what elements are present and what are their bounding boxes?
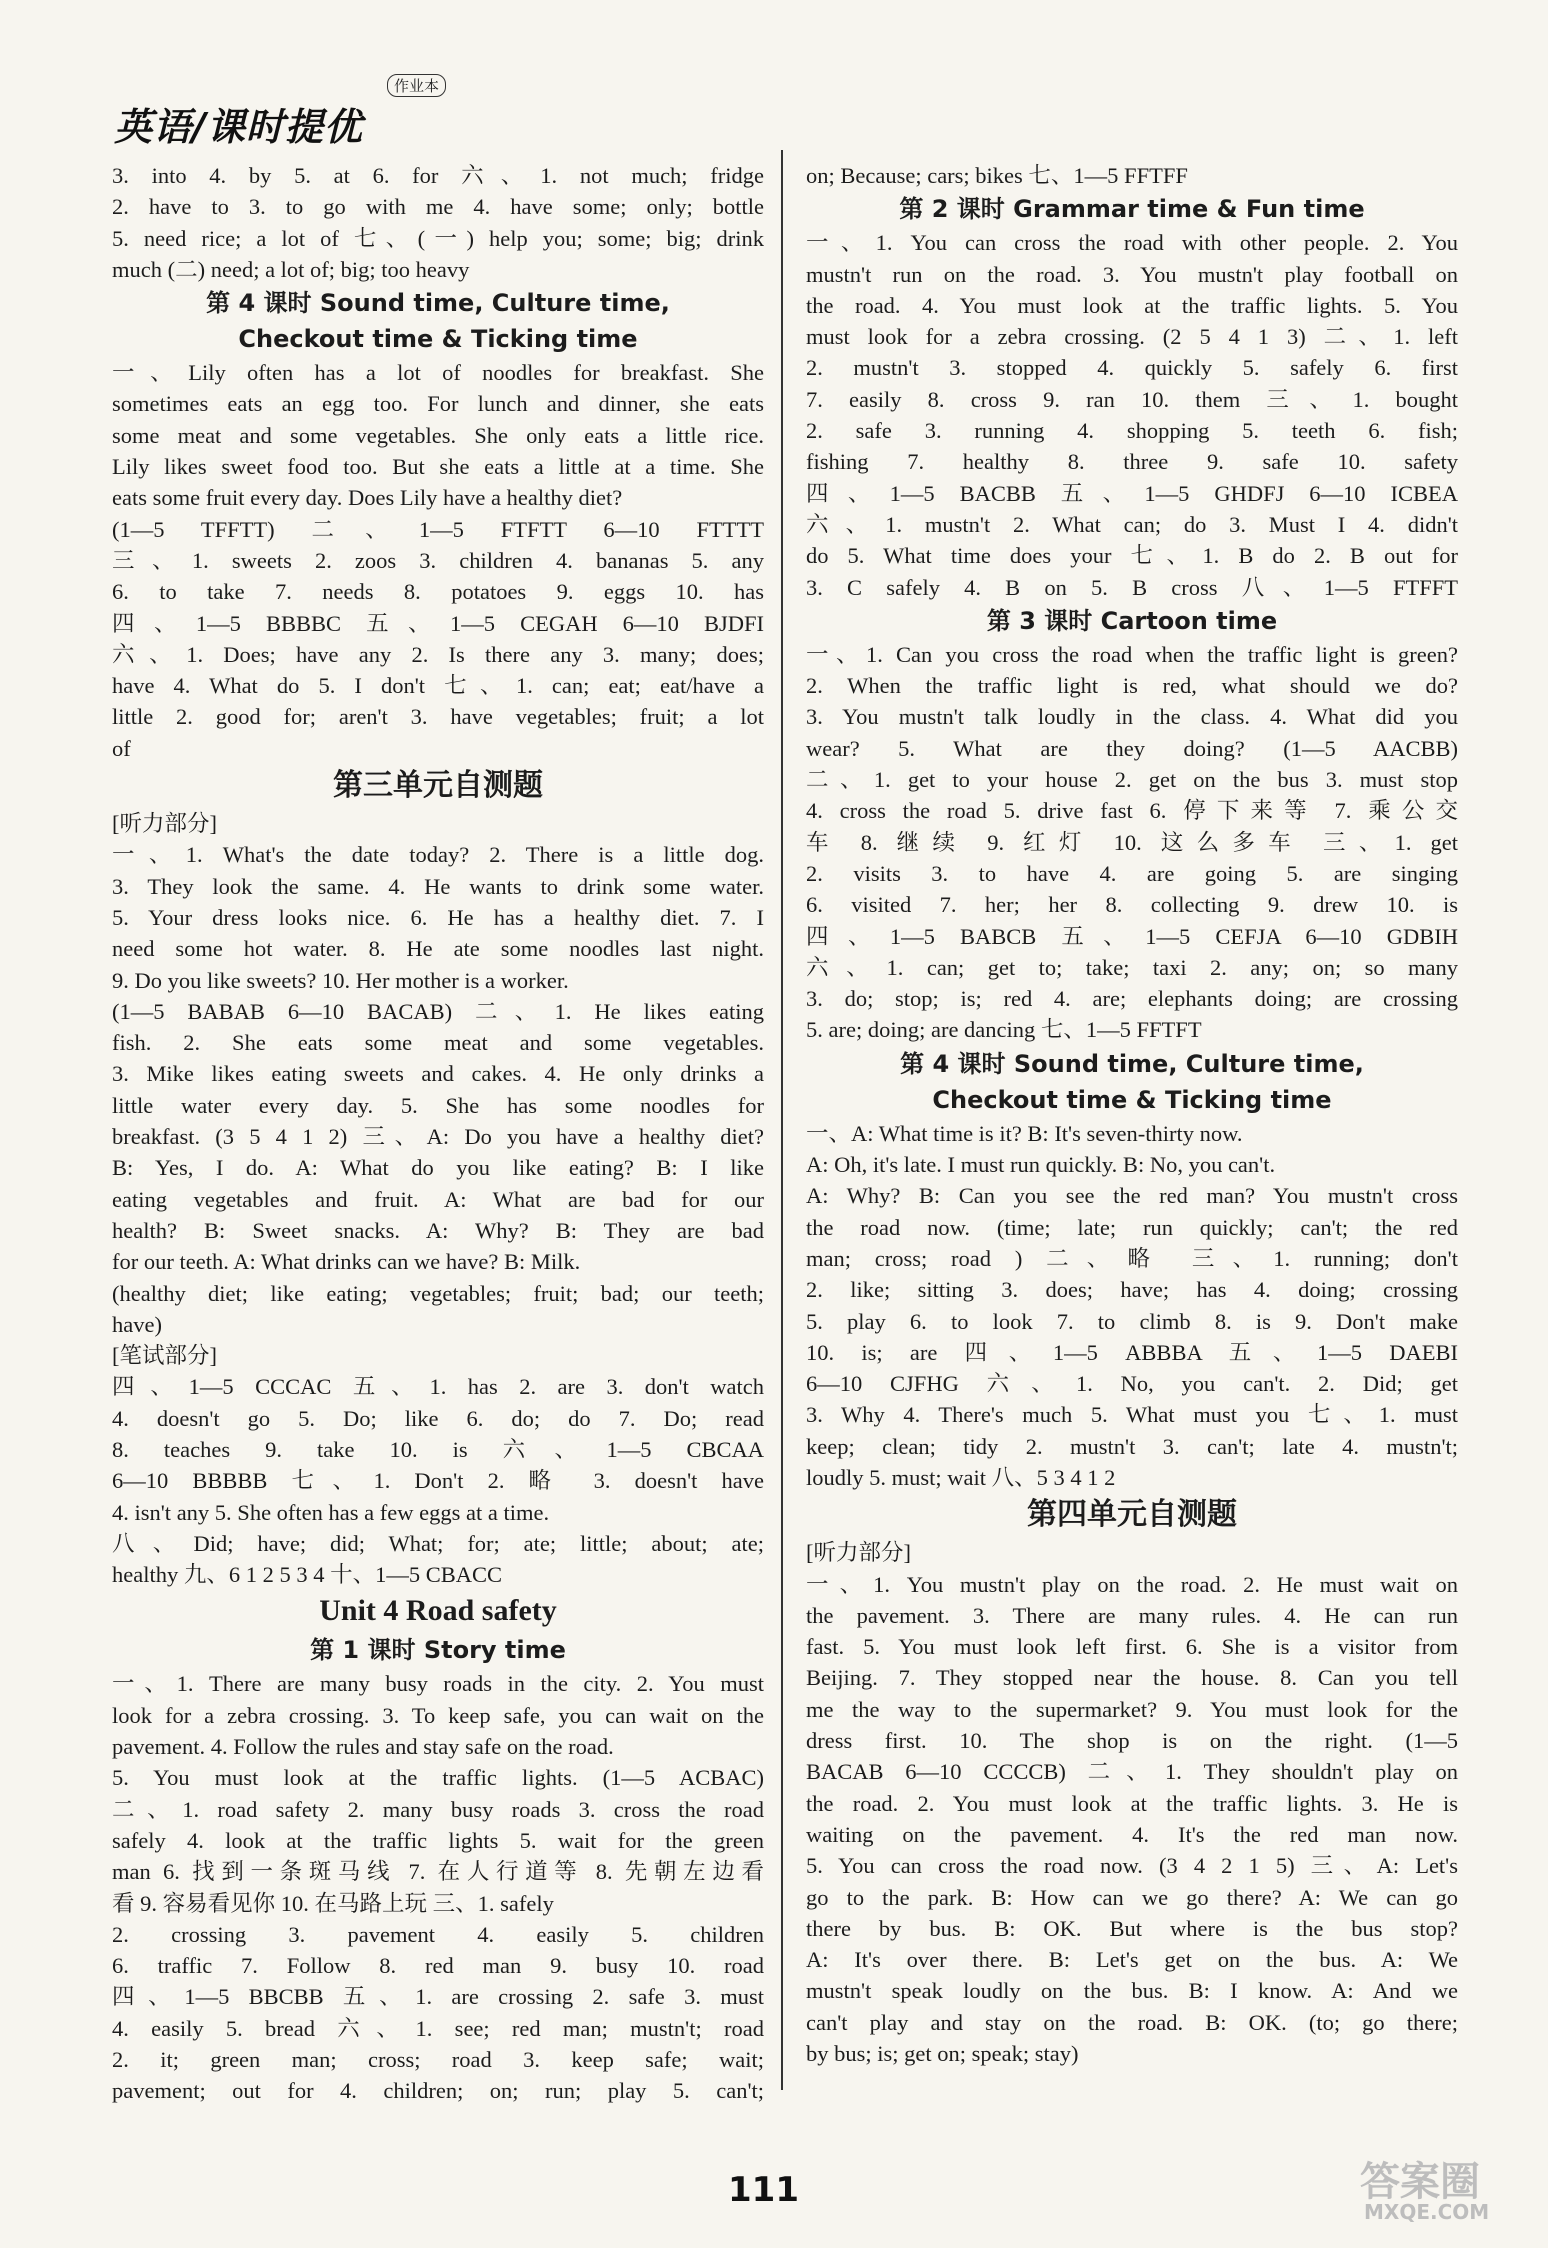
- answer-line: 3. do; stop; is; red 4. are; elephants doing; are crossing: [806, 986, 1458, 1012]
- answer-line: BACAB 6—10 CCCCB) 二、1. They shouldn't play on: [806, 1759, 1458, 1785]
- answer-line: man; cross; road ) 二、略 三、1. running; don't: [806, 1245, 1458, 1271]
- answer-line: pavement. 4. Follow the rules and stay safe on the road.: [112, 1734, 614, 1760]
- workbook-badge: 作业本: [387, 74, 446, 97]
- answer-line: 2. crossing 3. pavement 4. easily 5. children: [112, 1921, 764, 1947]
- unit-heading: Unit 4 Road safety: [319, 1594, 557, 1628]
- answer-line: 一、1. You can cross the road with other people. 2. You: [806, 230, 1458, 256]
- answer-line: 5. are; doing; are dancing 七、1—5 FFTFT: [806, 1017, 1202, 1043]
- answer-line: 三、1. sweets 2. zoos 3. children 4. bananas 5. any: [112, 547, 764, 573]
- answer-line: the road. 4. You must look at the traffic lights. 5. You: [806, 292, 1458, 318]
- answer-line: fast. 5. You must look left first. 6. She is a visitor from: [806, 1634, 1458, 1660]
- answer-line: (1—5 TFFTT) 二、1—5 FTFTT 6—10 FTTTT: [112, 516, 764, 542]
- answer-line: there by bus. B: OK. But where is the bus stop?: [806, 1915, 1458, 1941]
- answer-line: 6—10 BBBBB 七、1. Don't 2. 略 3. doesn't have: [112, 1468, 764, 1494]
- answer-line: have): [112, 1311, 162, 1337]
- answer-line: 3. Why 4. There's much 5. What must you 七、1. must: [806, 1402, 1458, 1428]
- answer-line: have 4. What do 5. I don't 七、1. can; eat; eat/have a: [112, 673, 764, 699]
- answer-line: 6. traffic 7. Follow 8. red man 9. busy 10. road: [112, 1953, 764, 1979]
- section-label: [笔试部分]: [112, 1343, 217, 1369]
- answer-line: the pavement. 3. There are many rules. 4. He can run: [806, 1602, 1458, 1628]
- lesson-heading: Checkout time & Ticking time: [238, 325, 638, 354]
- answer-line: some meat and some vegetables. She only eats a little rice.: [112, 422, 764, 448]
- answer-line: 2. When the traffic light is red, what should we do?: [806, 673, 1458, 699]
- answer-line: 2. safe 3. running 4. shopping 5. teeth 6. fish;: [806, 418, 1458, 444]
- answer-line: 2. it; green man; cross; road 3. keep safe; wait;: [112, 2047, 764, 2073]
- answer-line: look for a zebra crossing. 3. To keep safe, you can wait on the: [112, 1702, 764, 1728]
- answer-line: can't play and stay on the road. B: OK. (to; go there;: [806, 2009, 1458, 2035]
- answer-line: 6. to take 7. needs 8. potatoes 9. eggs 10. has: [112, 579, 764, 605]
- answer-line: B: Yes, I do. A: What do you like eating? B: I like: [112, 1155, 764, 1181]
- book-title-logo: 英语/课时提优: [114, 105, 363, 149]
- answer-line: by bus; is; get on; speak; stay): [806, 2041, 1079, 2067]
- answer-line: 5. You must look at the traffic lights. (1—5 ACBAC): [112, 1765, 764, 1791]
- answer-line: 看 9. 容易看见你 10. 在马路上玩 三、1. safely: [112, 1890, 554, 1916]
- answer-line: little 2. good for; aren't 3. have vegetables; fruit; a lot: [112, 704, 764, 730]
- answer-line: 一、1. There are many busy roads in the city. 2. You must: [112, 1671, 764, 1697]
- answer-line: 四、1—5 BABCB 五、1—5 CEFJA 6—10 GDBIH: [806, 923, 1458, 949]
- answer-line: loudly 5. must; wait 八、5 3 4 1 2: [806, 1464, 1116, 1490]
- answer-line: 5. need rice; a lot of 七、(一) help you; some; big; drink: [112, 225, 764, 251]
- answer-line: must look for a zebra crossing. (2 5 4 1 3) 二、1. left: [806, 324, 1458, 350]
- answer-line: much (二) need; a lot of; big; too heavy: [112, 256, 470, 282]
- answer-line: Lily likes sweet food too. But she eats a little at a time. She: [112, 454, 764, 480]
- answer-line: do 5. What time does your 七、1. B do 2. B out for: [806, 543, 1458, 569]
- answer-line: 2. have to 3. to go with me 4. have some; only; bottle: [112, 194, 764, 220]
- answer-line: dress first. 10. The shop is on the right. (1—5: [806, 1728, 1458, 1754]
- answer-line: on; Because; cars; bikes 七、1—5 FFTFF: [806, 163, 1188, 188]
- answer-line: man 6. 找到一条斑马线 7. 在人行道等 8. 先朝左边看: [112, 1859, 764, 1885]
- answer-line: 4. easily 5. bread 六、1. see; red man; mustn't; road: [112, 2015, 764, 2041]
- answer-line: 一、A: What time is it? B: It's seven-thirty now.: [806, 1120, 1243, 1146]
- answer-line: 车 8. 继续 9. 红灯 10. 这么多车 三、1. get: [806, 829, 1458, 855]
- answer-line: 六、1. mustn't 2. What can; do 3. Must I 4. didn't: [806, 511, 1458, 537]
- answer-line: 四、1—5 BBCBB 五、1. are crossing 2. safe 3. must: [112, 1984, 764, 2010]
- answer-line: go to the park. B: How can we go there? A: We can go: [806, 1884, 1458, 1910]
- answer-line: 7. easily 8. cross 9. ran 10. them 三、1. bought: [806, 386, 1458, 412]
- answer-line: fish. 2. She eats some meat and some vegetables.: [112, 1030, 764, 1056]
- answer-line: 3. They look the same. 4. He wants to drink some water.: [112, 873, 764, 899]
- lesson-heading: Checkout time & Ticking time: [932, 1085, 1332, 1114]
- section-label: [听力部分]: [806, 1540, 911, 1566]
- answer-line: 3. You mustn't talk loudly in the class. 4. What did you: [806, 704, 1458, 730]
- unit-test-heading: 第三单元自测题: [333, 768, 543, 804]
- answer-line: safely 4. look at the traffic lights 5. wait for the green: [112, 1827, 764, 1853]
- answer-line: 5. Your dress looks nice. 6. He has a healthy diet. 7. I: [112, 904, 764, 930]
- answer-line: 六、1. Does; have any 2. Is there any 3. many; does;: [112, 641, 764, 667]
- lesson-heading: 第 2 课时 Grammar time & Fun time: [899, 195, 1365, 224]
- answer-line: of: [112, 735, 131, 761]
- answer-line: eats some fruit every day. Does Lily have a healthy diet?: [112, 485, 623, 511]
- lesson-heading: 第 4 课时 Sound time, Culture time,: [206, 289, 670, 318]
- answer-line: pavement; out for 4. children; on; run; play 5. can't;: [112, 2078, 764, 2104]
- answer-line: fishing 7. healthy 8. three 9. safe 10. safety: [806, 449, 1458, 475]
- answer-line: 6—10 CJFHG 六、1. No, you can't. 2. Did; get: [806, 1371, 1458, 1397]
- section-label: [听力部分]: [112, 811, 217, 837]
- answer-line: wear? 5. What are they doing? (1—5 AACBB): [806, 735, 1458, 761]
- answer-line: keep; clean; tidy 2. mustn't 3. can't; late 4. mustn't;: [806, 1433, 1458, 1459]
- left-column: [112, 160, 764, 2107]
- answer-line: A: Oh, it's late. I must run quickly. B: No, you can't.: [806, 1152, 1276, 1178]
- answer-line: A: Why? B: Can you see the red man? You mustn't cross: [806, 1183, 1458, 1209]
- answer-line: 2. visits 3. to have 4. are going 5. are singing: [806, 860, 1458, 886]
- right-column: [806, 160, 1458, 2069]
- answer-line: 二、1. get to your house 2. get on the bus 3. must stop: [806, 767, 1458, 793]
- unit-test-heading: 第四单元自测题: [1027, 1497, 1237, 1533]
- answer-line: waiting on the pavement. 4. It's the red man now.: [806, 1821, 1458, 1847]
- answer-line: little water every day. 5. She has some noodles for: [112, 1092, 764, 1118]
- page-header: [112, 56, 532, 149]
- answer-line: 3. C safely 4. B on 5. B cross 八、1—5 FTFFT: [806, 574, 1458, 600]
- answer-line: 六、1. can; get to; take; taxi 2. any; on; so many: [806, 954, 1458, 980]
- answer-line: 一、1. What's the date today? 2. There is a little dog.: [112, 842, 764, 868]
- watermark-url: MXQE.COM: [1364, 2200, 1490, 2224]
- answer-line: 四、1—5 BBBBC 五、1—5 CEGAH 6—10 BJDFI: [112, 610, 764, 636]
- answer-line: 4. cross the road 5. drive fast 6. 停下来等 7. 乘公交: [806, 798, 1458, 824]
- answer-line: 一、Lily often has a lot of noodles for breakfast. She: [112, 360, 764, 386]
- answer-line: health? B: Sweet snacks. A: Why? B: They are bad: [112, 1217, 764, 1243]
- watermark-logo: 答案圈: [1360, 2159, 1480, 2205]
- answer-line: mustn't run on the road. 3. You mustn't play football on: [806, 261, 1458, 287]
- answer-line: 5. You can cross the road now. (3 4 2 1 5) 三、A: Let's: [806, 1853, 1458, 1879]
- answer-line: 一、1. Can you cross the road when the traffic light is green?: [806, 641, 1458, 667]
- answer-line: mustn't speak loudly on the bus. B: I know. A: And we: [806, 1978, 1458, 2004]
- answer-line: 9. Do you like sweets? 10. Her mother is a worker.: [112, 967, 569, 993]
- site-watermark: [1360, 2150, 1530, 2230]
- answer-line: A: It's over there. B: Let's get on the bus. A: We: [806, 1947, 1458, 1973]
- answer-line: 四、1—5 BACBB 五、1—5 GHDFJ 6—10 ICBEA: [806, 480, 1458, 506]
- answer-line: 一、1. You mustn't play on the road. 2. He must wait on: [806, 1571, 1458, 1597]
- answer-line: Beijing. 7. They stopped near the house. 8. Can you tell: [806, 1665, 1458, 1691]
- answer-line: 8. teaches 9. take 10. is 六、1—5 CBCAA: [112, 1436, 764, 1462]
- answer-line: me the way to the supermarket? 9. You must look for the: [806, 1696, 1458, 1722]
- lesson-heading: 第 4 课时 Sound time, Culture time,: [900, 1049, 1364, 1078]
- answer-line: 10. is; are 四、1—5 ABBBA 五、1—5 DAEBI: [806, 1339, 1458, 1365]
- lesson-heading: 第 1 课时 Story time: [310, 1636, 566, 1665]
- answer-line: 二、1. road safety 2. many busy roads 3. cross the road: [112, 1796, 764, 1822]
- answer-line: 四、1—5 CCCAC 五、1. has 2. are 3. don't watch: [112, 1374, 764, 1400]
- answer-line: 2. mustn't 3. stopped 4. quickly 5. safely 6. first: [806, 355, 1458, 381]
- answer-line: 5. play 6. to look 7. to climb 8. is 9. Don't make: [806, 1308, 1458, 1334]
- answer-line: 4. doesn't go 5. Do; like 6. do; do 7. Do; read: [112, 1405, 764, 1431]
- column-divider: [781, 150, 783, 2090]
- answer-line: 3. Mike likes eating sweets and cakes. 4. He only drinks a: [112, 1061, 764, 1087]
- answer-line: 八、Did; have; did; What; for; ate; little; about; ate;: [112, 1530, 764, 1556]
- answer-line: the road now. (time; late; run quickly; can't; the red: [806, 1214, 1458, 1240]
- answer-line: breakfast. (3 5 4 1 2) 三、A: Do you have a healthy diet?: [112, 1124, 764, 1150]
- answer-line: 3. into 4. by 5. at 6. for 六、1. not much; fridge: [112, 163, 764, 188]
- answer-line: (1—5 BABAB 6—10 BACAB) 二、1. He likes eating: [112, 998, 764, 1024]
- answer-line: need some hot water. 8. He ate some noodles last night.: [112, 936, 764, 962]
- answer-line: 4. isn't any 5. She often has a few eggs at a time.: [112, 1499, 550, 1525]
- answer-line: 2. like; sitting 3. does; have; has 4. doing; crossing: [806, 1277, 1458, 1303]
- answer-line: (healthy diet; like eating; vegetables; fruit; bad; our teeth;: [112, 1280, 764, 1306]
- page-number: 111: [728, 2170, 799, 2210]
- lesson-heading: 第 3 课时 Cartoon time: [986, 606, 1278, 635]
- answer-line: 6. visited 7. her; her 8. collecting 9. drew 10. is: [806, 892, 1458, 918]
- answer-line: the road. 2. You must look at the traffic lights. 3. He is: [806, 1790, 1458, 1816]
- answer-line: for our teeth. A: What drinks can we have? B: Milk.: [112, 1249, 581, 1275]
- answer-line: healthy 九、6 1 2 5 3 4 十、1—5 CBACC: [112, 1562, 503, 1588]
- answer-line: eating vegetables and fruit. A: What are bad for our: [112, 1186, 764, 1212]
- answer-line: sometimes eats an egg too. For lunch and dinner, she eats: [112, 391, 764, 417]
